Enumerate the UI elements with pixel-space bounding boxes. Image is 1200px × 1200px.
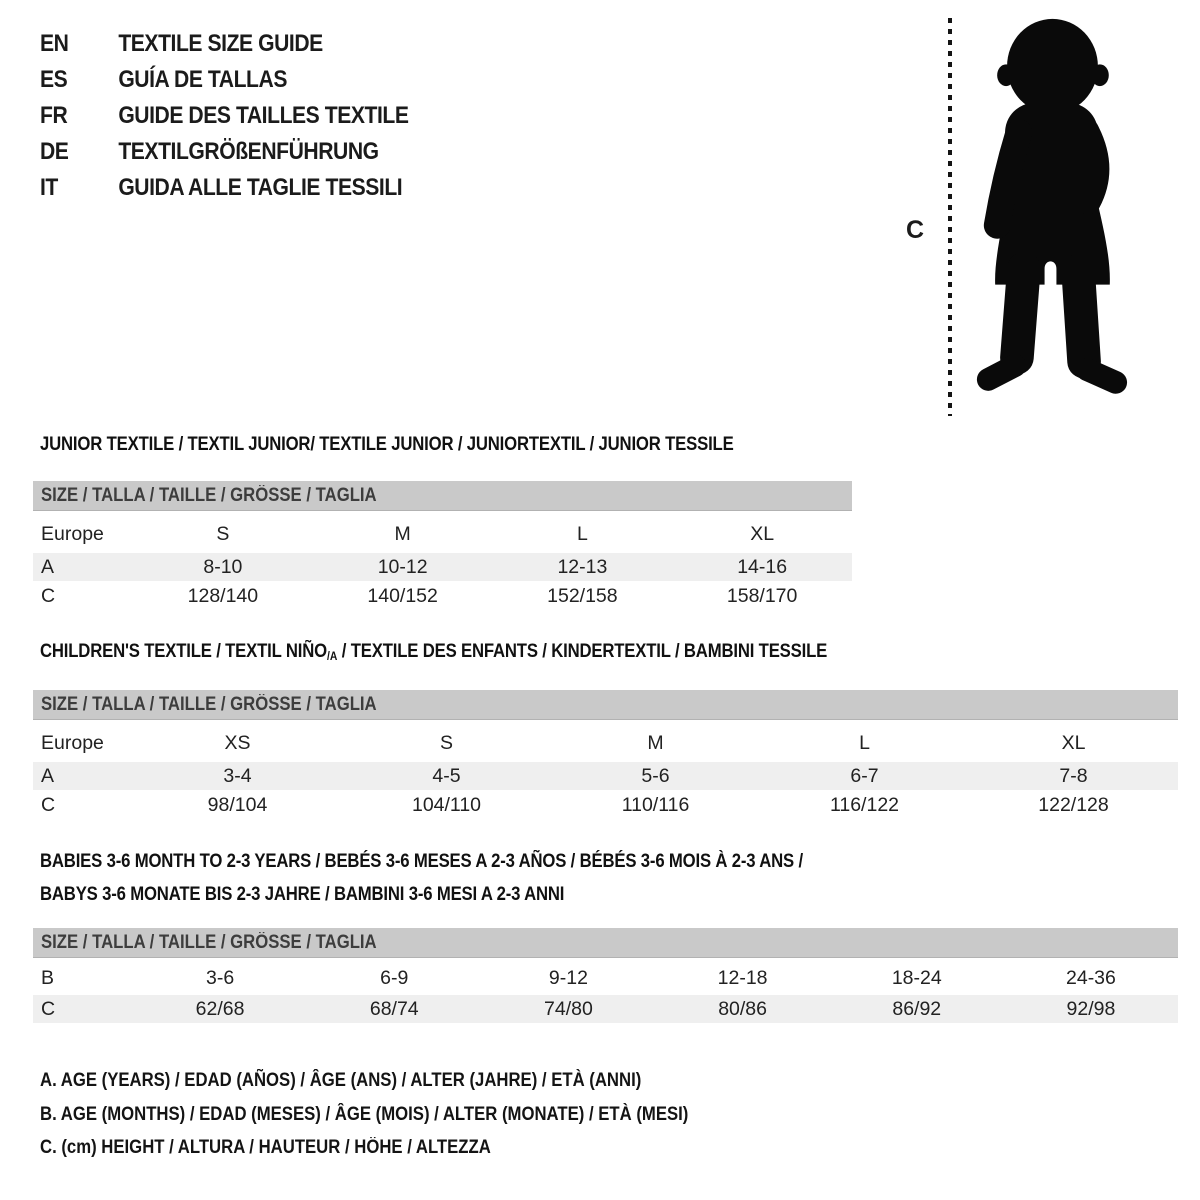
size-cell: L xyxy=(576,522,588,545)
guide-title-it: GUIDA ALLE TAGLIE TESSILI xyxy=(118,174,403,201)
guide-title-en: TEXTILE SIZE GUIDE xyxy=(118,30,323,57)
months-cell: 6-9 xyxy=(380,967,409,989)
height-cell: 98/104 xyxy=(207,793,268,816)
children-size-header-bar xyxy=(33,690,1178,720)
footnote-a: A. AGE (YEARS) / EDAD (AÑOS) / ÂGE (ANS) / ALTER (JAHRE) / ETÀ (ANNI) xyxy=(40,1070,642,1091)
language-code: EN xyxy=(40,30,69,57)
table-row-months xyxy=(33,962,1178,995)
height-cell: 116/122 xyxy=(829,793,900,816)
months-cell: 18-24 xyxy=(891,967,942,989)
row-label: C xyxy=(41,997,56,1020)
guide-title-es: GUÍA DE TALLAS xyxy=(118,66,287,93)
row-label: Europe xyxy=(41,522,104,545)
age-cell: 8-10 xyxy=(203,555,243,578)
children-heading-text: CHILDREN'S TEXTILE / TEXTIL NIÑO xyxy=(40,641,327,662)
row-label: Europe xyxy=(41,731,104,754)
age-cell: 3-4 xyxy=(223,764,252,787)
table-row-age xyxy=(33,553,852,581)
language-row-fr xyxy=(40,98,409,134)
footnote-legend xyxy=(40,1064,777,1165)
months-cell: 12-18 xyxy=(717,967,768,989)
children-heading-text: / TEXTILE DES ENFANTS / KINDERTEXTIL / BAMBINI TESSILE xyxy=(337,641,828,662)
age-cell: 14-16 xyxy=(737,555,788,578)
height-measure-label: C xyxy=(906,216,925,244)
guide-title-de: TEXTILGRÖßENFÜHRUNG xyxy=(118,138,379,165)
size-cell: XL xyxy=(1061,731,1086,754)
age-cell: 4-5 xyxy=(432,764,461,787)
months-cell: 3-6 xyxy=(205,967,235,989)
language-row-it xyxy=(40,170,409,206)
table-row-europe xyxy=(33,515,852,553)
babies-size-table xyxy=(33,928,1178,1023)
row-label: A xyxy=(41,764,55,787)
toddler-silhouette-icon xyxy=(958,12,1143,417)
size-cell: M xyxy=(394,522,411,545)
babies-heading-line1: BABIES 3-6 MONTH TO 2-3 YEARS / BEBÉS 3-6 MESES A 2-3 AÑOS / BÉBÉS 3-6 MOIS À 2-3 ANS / xyxy=(40,851,803,872)
age-cell: 6-7 xyxy=(850,764,879,787)
height-measure-dashed-line xyxy=(948,18,952,416)
table-row-height xyxy=(33,581,852,611)
footnote-b: B. AGE (MONTHS) / EDAD (MESES) / ÂGE (MOIS) / ALTER (MONATE) / ETÀ (MESI) xyxy=(40,1103,689,1125)
height-cell: 92/98 xyxy=(1066,997,1116,1020)
row-label: C xyxy=(41,584,56,607)
babies-section-heading xyxy=(40,845,803,911)
height-cell: 86/92 xyxy=(892,997,942,1020)
size-cell: S xyxy=(439,731,453,754)
language-row-de xyxy=(40,134,409,170)
age-cell: 7-8 xyxy=(1059,764,1088,787)
babies-heading-line2: BABYS 3-6 MONATE BIS 2-3 JAHRE / BAMBINI 3-6 MESI A 2-3 ANNI xyxy=(40,884,565,905)
size-header-label: SIZE / TALLA / TAILLE / GRÖSSE / TAGLIA xyxy=(41,932,377,953)
children-size-table xyxy=(33,690,1178,820)
height-cell: 158/170 xyxy=(726,584,798,607)
age-cell: 5-6 xyxy=(641,764,670,787)
language-code: FR xyxy=(40,102,68,129)
table-row-age xyxy=(33,762,1178,790)
size-cell: L xyxy=(859,731,870,754)
height-cell: 128/140 xyxy=(187,584,259,607)
size-cell: S xyxy=(216,522,230,545)
size-cell: XL xyxy=(750,522,775,545)
table-row-europe xyxy=(33,724,1178,762)
months-cell: 9-12 xyxy=(548,967,588,989)
size-header-label: SIZE / TALLA / TAILLE / GRÖSSE / TAGLIA xyxy=(41,694,377,715)
table-row-height xyxy=(33,995,1178,1023)
footnote-c: C. (cm) HEIGHT / ALTURA / HAUTEUR / HÖHE / ALTEZZA xyxy=(40,1137,491,1158)
children-heading-subscript: /A xyxy=(326,649,338,663)
language-title-list xyxy=(40,26,459,206)
guide-title-fr: GUIDE DES TAILLES TEXTILE xyxy=(118,102,409,129)
language-row-es xyxy=(40,62,409,98)
row-label: C xyxy=(41,793,56,816)
language-code: ES xyxy=(40,66,68,93)
months-cell: 24-36 xyxy=(1066,967,1116,989)
height-cell: 74/80 xyxy=(544,997,593,1020)
table-row-height xyxy=(33,790,1178,820)
language-code: DE xyxy=(40,138,69,165)
age-cell: 12-13 xyxy=(557,555,608,578)
height-cell: 122/128 xyxy=(1038,793,1109,816)
junior-size-table xyxy=(33,481,852,611)
height-cell: 140/152 xyxy=(367,584,438,607)
row-label: A xyxy=(41,555,55,578)
height-cell: 110/116 xyxy=(621,793,690,816)
row-label: B xyxy=(41,967,55,989)
language-row-en xyxy=(40,26,409,62)
babies-size-header-bar xyxy=(33,928,1178,958)
height-cell: 104/110 xyxy=(411,793,482,816)
height-cell: 80/86 xyxy=(718,997,767,1020)
language-code: IT xyxy=(40,174,58,201)
children-section-heading xyxy=(40,641,827,663)
size-header-label: SIZE / TALLA / TAILLE / GRÖSSE / TAGLIA xyxy=(41,485,377,506)
height-cell: 62/68 xyxy=(195,997,245,1020)
size-cell: XS xyxy=(224,731,251,754)
junior-section-heading: JUNIOR TEXTILE / TEXTIL JUNIOR/ TEXTILE JUNIOR / JUNIORTEXTIL / JUNIOR TESSILE xyxy=(40,434,734,455)
size-cell: M xyxy=(647,731,664,754)
height-cell: 68/74 xyxy=(369,997,419,1020)
junior-size-header-bar xyxy=(33,481,852,511)
age-cell: 10-12 xyxy=(377,555,428,578)
height-cell: 152/158 xyxy=(547,584,618,607)
